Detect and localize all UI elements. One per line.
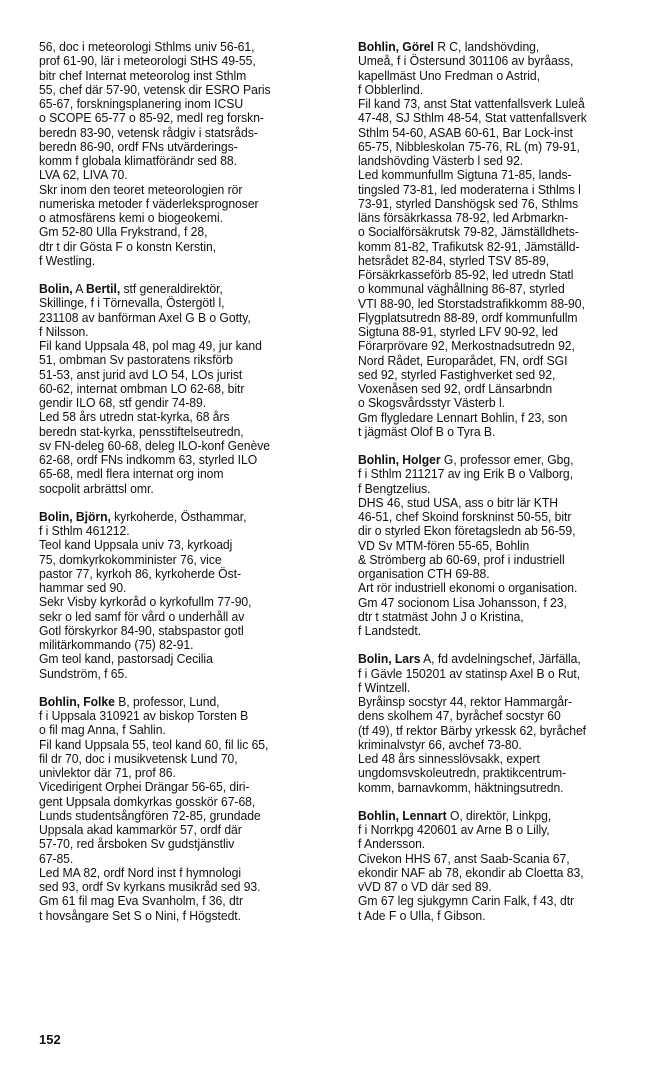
entry-text-line: kapellmäst Uno Fredman o Astrid, <box>358 67 540 83</box>
entry-text-line: Vicedirigent Orphei Drängar 56-65, diri- <box>39 779 250 795</box>
entry-text-line: Led kommunfullm Sigtuna 71-85, lands- <box>358 167 572 183</box>
entry-text-line: LVA 62, LIVA 70. <box>39 167 128 183</box>
entry-text-line: läns försäkrkassa 78-92, led Arbmarkn- <box>358 210 569 225</box>
entry-text-line: pastor 77, kyrkoh 86, kyrkoherde Öst- <box>39 565 241 581</box>
entry-text-line: univlektor där 71, prof 86. <box>39 765 176 780</box>
entry-text-line: (tf 49), tf rektor Bärby yrkessk 62, byråchef <box>358 722 587 738</box>
entry-heading <box>39 695 318 709</box>
entry-text-line: beredn 83-90, vetensk rådgiv i statsråds- <box>39 124 258 140</box>
entry-text-line: sed 93, ordf Sv kyrkans musikråd sed 93. <box>39 879 261 894</box>
entry-heading <box>358 40 637 54</box>
entry-text-line: Skr inom den teoret meteorologien rör <box>39 181 243 197</box>
entry-text-line: t Ade F o Ulla, f Gibson. <box>358 907 486 923</box>
entry-text-line: 65-67, forskningsplanering inom ICSU <box>39 96 244 111</box>
entry-text-line: Gm teol kand, pastorsadj Cecilia <box>39 651 213 667</box>
entry-text-line: Fil kand Uppsala 48, pol mag 49, jur kand <box>39 338 262 353</box>
entry-text-line: 75, domkyrkokomminister 76, vice <box>39 551 222 567</box>
entry-text-line: Gm 52-80 Ulla Frykstrand, f 28, <box>39 224 208 240</box>
entry-given-name: Holger <box>402 452 441 467</box>
entry-given-name: Bertil, <box>85 281 121 296</box>
entry-text-line: hetsrådet 82-84, styrled TSV 85-89, <box>358 252 550 268</box>
entry-text-line: f Westling. <box>39 252 96 268</box>
entry-text-line: & Strömberg ab 60-69, prof i industriell <box>358 551 565 567</box>
entry-text-line: militärkommando (75) 82-91. <box>39 637 194 652</box>
entry-text-line: beredn stat-kyrka, pensstiftelseutredn, <box>39 423 244 439</box>
entry-text-line: vVD 87 o VD där sed 89. <box>358 879 492 894</box>
entry-text-line: 65-68, medl flera internat org inom <box>39 466 224 482</box>
entry-given-name: Lennart <box>402 807 447 823</box>
entry-text-line: f Obblerlind. <box>358 81 424 97</box>
biography-entry <box>358 652 658 795</box>
entry-text-line: organisation CTH 69-88. <box>358 566 490 581</box>
entry-text-line: f Nilsson. <box>39 323 89 339</box>
entry-text-line: Lunds studentsångfören 72-85, grundade <box>39 807 261 823</box>
entry-text-line: 67-85. <box>39 850 74 866</box>
entry-text-line: DHS 46, stud USA, ass o bitr lär KTH <box>358 494 558 510</box>
entry-text-line: prof 61-90, lär i meteorologi StHS 49-55, <box>39 53 256 69</box>
entry-given-name: Folke <box>83 693 115 709</box>
entry-text-line: Gm 61 fil mag Eva Svanholm, f 36, dtr <box>39 893 244 909</box>
entry-initial: A <box>72 281 86 296</box>
entry-text-line: o atmosfärens kemi o biogeokemi. <box>39 210 223 225</box>
entry-text-line: Sigtuna 88-91, styrled LFV 90-92, led <box>358 324 559 339</box>
entry-text-line: Byråinsp socstyr 44, rektor Hammargår- <box>358 694 573 709</box>
entry-text-line: f i Sthlm 211217 av ing Erik B o Valborg, <box>358 466 573 482</box>
entry-text-line: Uppsala akad kammarkör 57, ordf där <box>39 822 242 837</box>
entry-text-line: dens skolhem 47, byråchef socstyr 60 <box>358 708 561 724</box>
entry-text-line: Nord Rådet, Europarådet, FN, ordf SGI <box>358 352 568 368</box>
entry-text-line: fil dr 70, doc i musikvetensk Lund 70, <box>39 750 238 766</box>
entry-text-line: o Socialförsäkrutsk 79-82, Jämställdhets- <box>358 224 579 240</box>
biography-entry <box>39 40 339 268</box>
entry-surname: Bohlin, <box>358 807 399 823</box>
entry-text-line: 65-75, Nibbleskolan 75-76, RL (m) 79-91, <box>358 138 580 154</box>
entry-text-line: bitr chef Internat meteorolog inst Sthlm <box>39 67 247 83</box>
entry-text-line: Försäkrkasseförb 85-92, led utredn Statl <box>358 267 574 282</box>
entry-text-line: Gm flygledare Lennart Bohlin, f 23, son <box>358 409 568 425</box>
entry-text-line: Sekr Visby kyrkoråd o kyrkofullm 77-90, <box>39 594 252 610</box>
entry-text-line: Sthlm 54-60, ASAB 60-61, Bar Lock-inst <box>358 124 573 140</box>
entry-text-line: Voxenåsen sed 92, ordf Länsarbndn <box>358 381 553 396</box>
entry-heading-rest: O, direktör, Linkpg, <box>446 807 552 823</box>
biography-entry <box>358 809 658 923</box>
entry-given-name: Björn, <box>75 508 111 524</box>
biography-entry <box>39 282 339 496</box>
entry-text-line: Art rör industriell ekonomi o organisation. <box>358 580 578 596</box>
entry-text-line: f i Norrkpg 420601 av Arne B o Lilly, <box>358 822 550 837</box>
entry-text-line: ungdomsvskoleutredn, praktikcentrum- <box>358 765 567 781</box>
entry-text-line: Led MA 82, ordf Nord inst f hymnologi <box>39 864 242 880</box>
entry-text-line: Umeå, f i Östersund 301106 av byråass, <box>358 53 574 69</box>
entry-text-line: hammar sed 90. <box>39 580 127 595</box>
entry-text-line: ekondir NAF ab 78, ekondir ab Cloetta 83, <box>358 864 584 880</box>
entry-text-line: 57-70, red årsboken Sv gudstjänstliv <box>39 836 235 852</box>
entry-text-line: sed 92, styrled Fastighverket sed 92, <box>358 366 556 382</box>
entry-surname: Bolin, <box>39 281 73 296</box>
entry-heading-rest: G, professor emer, Gbg, <box>440 452 574 467</box>
right-column <box>358 40 658 937</box>
entry-text-line: socpolit arbrättsl omr. <box>39 480 154 496</box>
entry-text-line: 47-48, SJ Sthlm 48-54, Stat vattenfallsverk <box>358 110 587 126</box>
entry-text-line: 56, doc i meteorologi Sthlms univ 56-61, <box>39 39 255 54</box>
entry-text-line: o fil mag Anna, f Sahlin. <box>39 722 166 738</box>
entry-text-line: 51, ombman Sv pastoratens riksförb <box>39 352 234 368</box>
entry-text-line: beredn 86-90, ordf FNs utvärderings- <box>39 138 238 154</box>
entry-surname: Bolin, <box>39 508 73 524</box>
entry-heading-rest: kyrkoherde, Östhammar, <box>110 508 247 524</box>
entry-text-line: gendir ILO 68, stf gendir 74-89. <box>39 395 207 410</box>
entry-text-line: 73-91, styrled Danshögsk sed 76, Sthlms <box>358 195 579 211</box>
entry-text-line: komm f globala klimatförändr sed 88. <box>39 153 238 168</box>
entry-heading <box>39 282 318 296</box>
entry-text-line: 46-51, chef Skoind forskninst 50-55, bitr <box>358 509 572 524</box>
entry-text-line: Led 58 års utredn stat-kyrka, 68 års <box>39 409 230 425</box>
entry-text-line: 55, chef där 57-90, vetensk dir ESRO Paris <box>39 81 271 97</box>
entry-text-line: dir o styrled Ekon företagsledn ab 56-59, <box>358 523 576 539</box>
entry-heading <box>358 453 637 467</box>
entry-text-line: f Landstedt. <box>358 623 422 638</box>
entry-given-name: Lars <box>394 651 421 667</box>
entry-text-line: komm, barnavkomm, häktningsutredn. <box>358 779 564 795</box>
entry-text-line: f Wintzell. <box>358 679 411 695</box>
entry-text-line: f i Gävle 150201 av statinsp Axel B o Rut, <box>358 665 581 681</box>
entry-text-line: Förarprövare 92, Merkostnadsutredn 92, <box>358 338 575 354</box>
entry-text-line: Gm 47 socionom Lisa Johansson, f 23, <box>358 594 567 610</box>
entry-text-line: gent Uppsala domkyrkas gosskör 67-68, <box>39 793 256 809</box>
entry-heading <box>358 652 637 666</box>
entry-text-line: Fil kand 73, anst Stat vattenfallsverk Luleå <box>358 96 585 111</box>
entry-given-name: Görel <box>402 39 434 54</box>
entry-surname: Bohlin, <box>358 39 399 54</box>
entry-text-line: VTI 88-90, led Storstadstrafikkomm 88-90, <box>358 295 585 311</box>
entry-text-line: t hovsångare Set S o Nini, f Högstedt. <box>39 907 241 923</box>
entry-text-line: landshövding Västerb l sed 92. <box>358 153 524 168</box>
entry-heading-rest: R C, landshövding, <box>433 39 540 54</box>
entry-surname: Bolin, <box>358 651 392 667</box>
entry-text-line: kriminalvstyr 66, avchef 73-80. <box>358 736 522 752</box>
page-number: 152 <box>39 1032 61 1047</box>
entry-text-line: Fil kand Uppsala 55, teol kand 60, fil lic 65, <box>39 736 269 752</box>
entry-text-line: t jägmäst Olof B o Tyra B. <box>358 423 496 439</box>
entry-text-line: 51-53, anst jurid avd LO 54, LOs jurist <box>39 366 243 382</box>
entry-text-line: Teol kand Uppsala univ 73, kyrkoadj <box>39 537 233 553</box>
entry-text-line: o kommunal väghållning 86-87, styrled <box>358 281 565 297</box>
entry-surname: Bohlin, <box>358 452 399 467</box>
biography-entry <box>39 695 339 923</box>
entry-text-line: dtr t dir Gösta F o konstn Kerstin, <box>39 238 217 254</box>
entry-text-line: numeriska metoder f väderleksprognoser <box>39 195 259 211</box>
entry-text-line: tingsled 73-81, led moderaterna i Sthlms l <box>358 181 581 197</box>
entry-text-line: Civekon HHS 67, anst Saab-Scania 67, <box>358 850 570 866</box>
biography-entry <box>358 453 658 638</box>
entry-text-line: 62-68, ordf FNs indkomm 63, styrled ILO <box>39 452 258 467</box>
entry-heading <box>358 809 637 823</box>
biography-entry <box>39 510 339 681</box>
entry-text-line: f Bengtzelius. <box>358 480 431 496</box>
entry-text-line: dtr t statmäst John J o Kristina, <box>358 608 524 624</box>
entry-text-line: Sundström, f 65. <box>39 665 128 681</box>
entry-text-line: komm 81-82, Trafikutsk 82-91, Jämställd- <box>358 238 580 254</box>
entry-text-line: sekr o led samf för vård o underhåll av <box>39 608 245 624</box>
entry-text-line: Skillinge, f i Törnevalla, Östergötl l, <box>39 295 225 311</box>
entry-text-line: f i Sthlm 461212. <box>39 523 130 538</box>
entry-text-line: 60-62, internat ombman LO 62-68, bitr <box>39 380 245 396</box>
entry-text-line: f i Uppsala 310921 av biskop Torsten B <box>39 708 249 723</box>
entry-text-line: Flygplatsutredn 88-89, ordf kommunfullm <box>358 309 578 325</box>
biography-entry <box>358 40 658 439</box>
entry-text-line: Led 48 års sinnesslövsakk, expert <box>358 751 540 766</box>
entry-heading-rest: stf generaldirektör, <box>120 281 223 296</box>
entry-text-line: o Skogsvårdsstyr Västerb l. <box>358 395 505 411</box>
entry-text-line: Gotl förskyrkor 84-90, stabspastor gotl <box>39 622 244 638</box>
left-column <box>39 40 339 937</box>
entry-heading-rest: A, fd avdelningschef, Järfälla, <box>420 651 581 667</box>
entry-text-line: o SCOPE 65-77 o 85-92, medl reg forskn- <box>39 110 264 126</box>
entry-text-line: Gm 67 leg sjukgymn Carin Falk, f 43, dtr <box>358 893 575 909</box>
entry-text-line: f Andersson. <box>358 836 426 852</box>
entry-text-line: VD Sv MTM-fören 55-65, Bohlin <box>358 537 530 553</box>
entry-heading-rest: B, professor, Lund, <box>114 693 220 709</box>
entry-heading <box>39 510 318 524</box>
entry-text-line: sv FN-deleg 60-68, deleg ILO-konf Genève <box>39 437 270 453</box>
entry-surname: Bohlin, <box>39 693 80 709</box>
entry-text-line: 231108 av banförman Axel G B o Gotty, <box>39 309 251 325</box>
